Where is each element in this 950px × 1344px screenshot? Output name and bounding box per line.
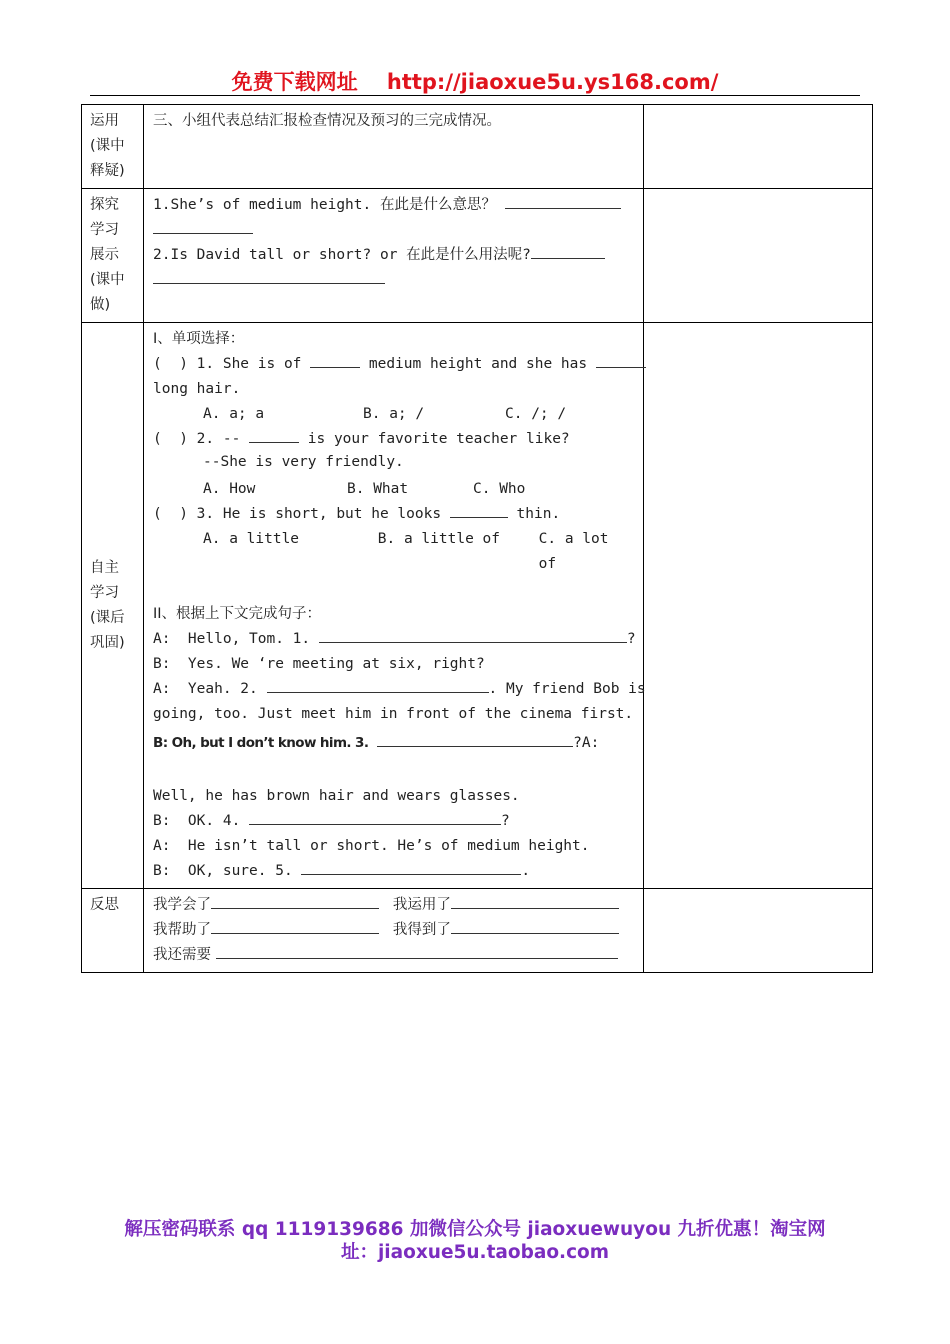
- application-text: 三、小组代表总结汇报检查情况及预习的三完成情况。: [153, 113, 501, 129]
- explore-question-2: 2.Is David tall or short? or 在此是什么用法呢?: [153, 247, 531, 263]
- notes-cell: [644, 105, 873, 189]
- mc3-option-c[interactable]: C. a lot of: [538, 531, 609, 572]
- mc1-stem-c: long hair.: [153, 381, 241, 397]
- mc1-option-c[interactable]: C. /; /: [505, 406, 567, 422]
- dialog-line-2: B: Yes. We ‘re meeting at six, right?: [153, 656, 485, 672]
- notes-cell: [644, 189, 873, 323]
- dialog-line-7: B: OK. 4.: [153, 813, 241, 829]
- reflect-helped: 我帮助了: [153, 922, 211, 938]
- mc2-stem-c: --She is very friendly.: [203, 454, 404, 470]
- answer-blank[interactable]: [267, 678, 489, 693]
- dialog-line-3a: A: Yeah. 2.: [153, 681, 258, 697]
- mc2-option-c[interactable]: C. Who: [473, 481, 526, 497]
- answer-blank[interactable]: [301, 860, 521, 875]
- answer-blank[interactable]: [153, 269, 385, 284]
- mc2-stem-a: ( ) 2. --: [153, 431, 250, 447]
- reflect-gained: 我得到了: [392, 922, 451, 938]
- answer-blank[interactable]: [211, 894, 379, 909]
- answer-blank[interactable]: [153, 219, 253, 234]
- answer-blank[interactable]: [451, 919, 619, 934]
- mc3-option-b[interactable]: B. a little of: [377, 531, 500, 547]
- answer-blank[interactable]: [216, 944, 618, 959]
- dialog-line-6: Well, he has brown hair and wears glasses.: [153, 788, 520, 804]
- dialog-line-8: A: He isn’t tall or short. He’s of medium height.: [153, 838, 590, 854]
- answer-blank[interactable]: [377, 732, 573, 747]
- row-content: [144, 105, 644, 189]
- row-content: I、单项选择： ( ) 1. She is of medium height and she has long hair. A. a; a B. a; / C. /; / ( ) 2. -- is your favorite teacher like? --She is very friendly. A. How B. What C. Who ( ) 3. He is short, but he looks thin. A. a little B. a little of C. a lot of II、根据上下文完成句子： A: Hello, Tom. 1. ? B: Yes. We ‘re meeting at six, right? A: Yeah. 2. . My friend Bob is going, too. Just meet him in front of the cinema first. B: Oh, but I don’t know him. 3. ?A: Well, he has brown hair and wears glasses. B: OK. 4. ? A: He isn’t tall or short. He’s of medium height. B: OK, sure. 5. .: [144, 323, 644, 889]
- dialog-line-5: B: Oh, but I don’t know him. 3.: [153, 735, 369, 751]
- answer-blank[interactable]: [310, 353, 360, 368]
- answer-blank[interactable]: [249, 428, 299, 443]
- row-content: [144, 189, 644, 323]
- row-explore: [82, 189, 873, 323]
- mc1-stem-a: ( ) 1. She is of: [153, 356, 311, 372]
- mc1-option-b[interactable]: B. a; /: [363, 406, 425, 422]
- reflect-applied: 我运用了: [392, 897, 451, 913]
- row-label: 探究 学习 展示 (课中 做): [82, 189, 144, 323]
- page-footer: [0, 1218, 950, 1264]
- mc3-stem-b: thin.: [507, 506, 561, 522]
- notes-cell: [644, 889, 873, 973]
- answer-blank[interactable]: [531, 244, 605, 259]
- answer-blank[interactable]: [319, 628, 627, 643]
- notes-cell: [644, 323, 873, 889]
- mc2-option-a[interactable]: A. How: [203, 481, 256, 497]
- row-label: 反思: [82, 889, 144, 973]
- row-application: [82, 105, 873, 189]
- explore-question-1: 1.She’s of medium height. 在此是什么意思？: [153, 197, 496, 213]
- page-header: [0, 66, 950, 96]
- part2-title: II、根据上下文完成句子：: [153, 606, 322, 622]
- worksheet-table: [81, 104, 873, 973]
- row-label: 自主 学习 (课后 巩固): [82, 323, 144, 889]
- mc2-option-b[interactable]: B. What: [347, 481, 409, 497]
- mc1-option-a[interactable]: A. a; a: [203, 406, 265, 422]
- row-self-study: [82, 323, 873, 889]
- answer-blank[interactable]: [249, 810, 501, 825]
- row-reflection: [82, 889, 873, 973]
- header-title: 免费下载网址: [231, 70, 358, 94]
- header-url[interactable]: http://jiaoxue5u.ys168.com/: [386, 70, 719, 94]
- dialog-line-5b: A:: [581, 735, 600, 751]
- dialog-line-3b: . My friend Bob is: [488, 681, 646, 697]
- mc3-option-a[interactable]: A. a little: [203, 531, 300, 547]
- part1-title: I、单项选择：: [153, 331, 245, 347]
- row-label: 运用 (课中 释疑): [82, 105, 144, 189]
- mc2-stem-b: is your favorite teacher like?: [299, 431, 570, 447]
- row-content: [144, 889, 644, 973]
- answer-blank[interactable]: [450, 503, 508, 518]
- answer-blank[interactable]: [505, 194, 621, 209]
- header-rule: [90, 95, 860, 96]
- mc1-stem-b: medium height and she has: [360, 356, 596, 372]
- footer-line-2[interactable]: 址：jiaoxue5u.taobao.com: [340, 1242, 610, 1263]
- reflect-need: 我还需要: [153, 947, 211, 963]
- answer-blank[interactable]: [596, 353, 646, 368]
- dialog-line-1: A: Hello, Tom. 1.: [153, 631, 311, 647]
- mc3-stem-a: ( ) 3. He is short, but he looks: [153, 506, 450, 522]
- dialog-line-9: B: OK, sure. 5.: [153, 863, 293, 879]
- dialog-line-4: going, too. Just meet him in front of the cinema first.: [153, 706, 634, 722]
- answer-blank[interactable]: [211, 919, 379, 934]
- footer-line-1: 解压密码联系 qq 1119139686 加微信公众号 jiaoxuewuyou 九折优惠！淘宝网: [124, 1219, 826, 1240]
- answer-blank[interactable]: [451, 894, 619, 909]
- reflect-learned: 我学会了: [153, 897, 211, 913]
